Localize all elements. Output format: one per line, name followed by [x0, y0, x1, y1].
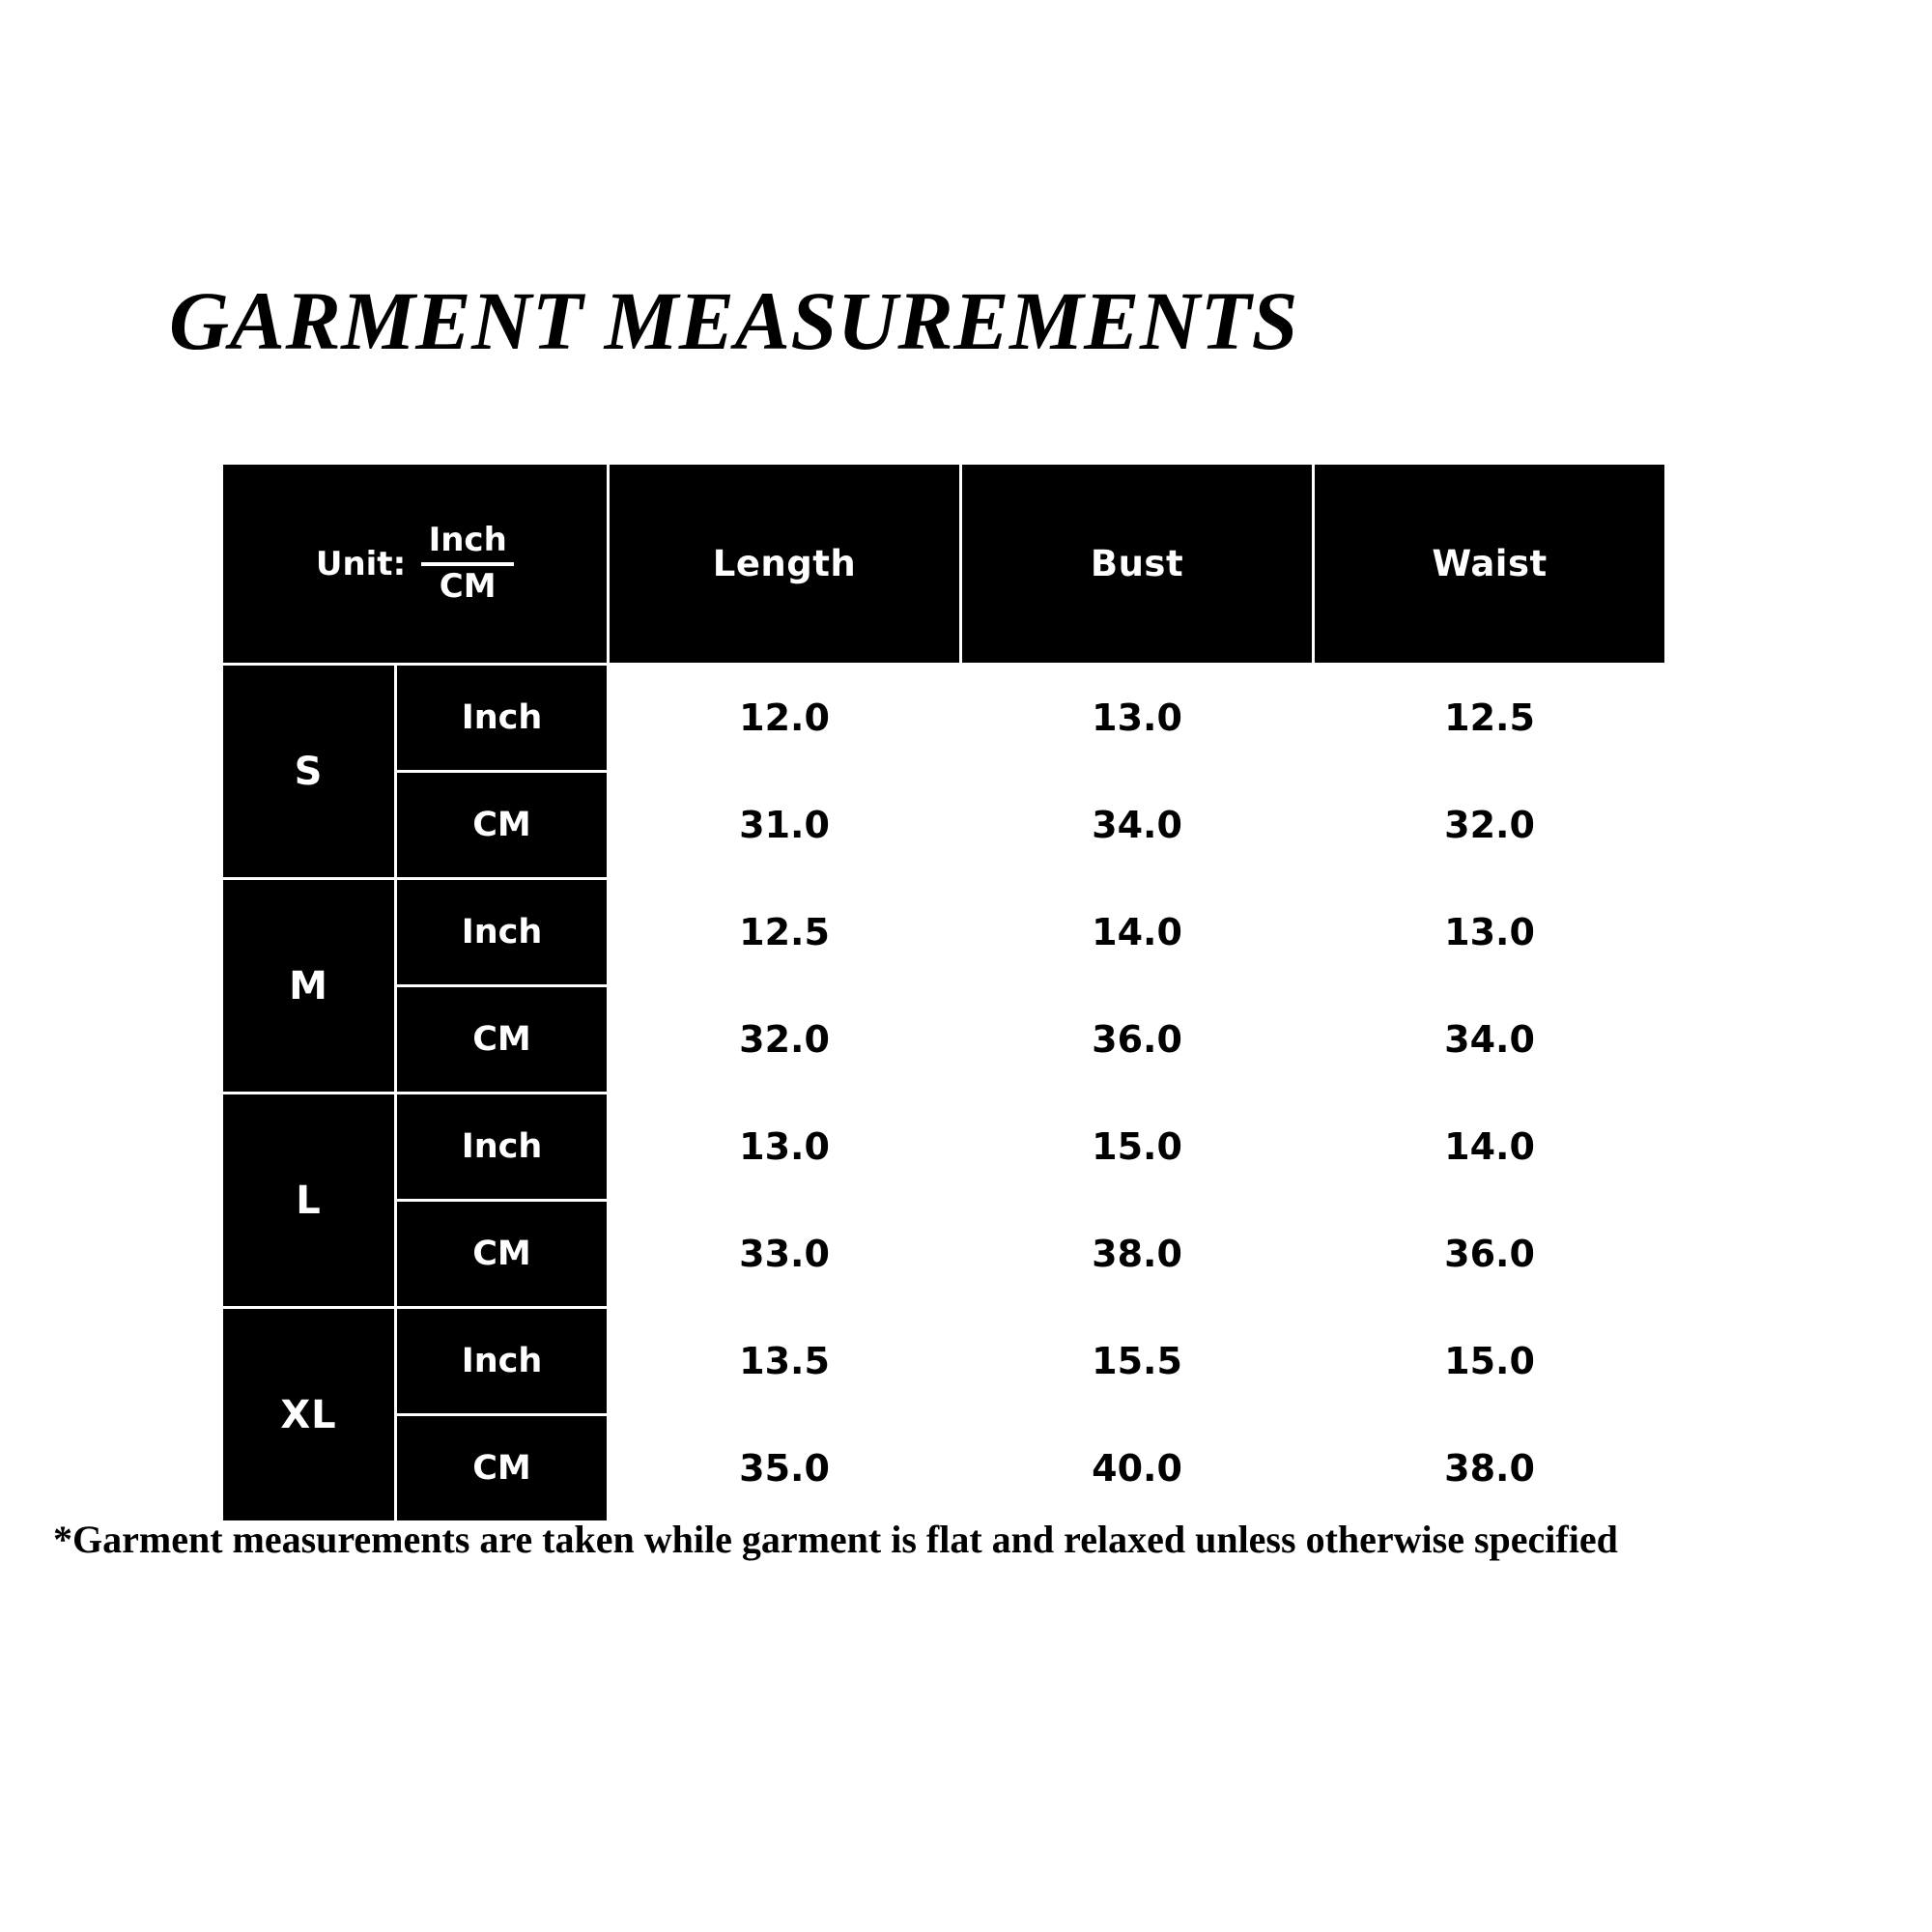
table-row	[222, 986, 1666, 1094]
row-unit-label: CM	[396, 772, 609, 879]
column-header-bust: Bust	[961, 464, 1314, 665]
table-row	[222, 665, 1666, 772]
footnote-text: *Garment measurements are taken while garment is flat and relaxed unless otherwise specified	[53, 1518, 1618, 1561]
cell-m-cm-bust: 36.0	[961, 986, 1314, 1094]
size-label-s: S	[222, 665, 396, 879]
table-row	[222, 1094, 1666, 1201]
measurements-table	[220, 462, 1667, 1523]
cell-m-cm-length: 32.0	[609, 986, 961, 1094]
cell-xl-inch-bust: 15.5	[961, 1308, 1314, 1415]
row-unit-label: Inch	[396, 1308, 609, 1415]
cell-xl-cm-waist: 38.0	[1314, 1415, 1666, 1522]
table-row	[222, 1415, 1666, 1522]
cell-l-inch-bust: 15.0	[961, 1094, 1314, 1201]
cell-l-inch-waist: 14.0	[1314, 1094, 1666, 1201]
cell-l-cm-length: 33.0	[609, 1201, 961, 1308]
cell-l-cm-waist: 36.0	[1314, 1201, 1666, 1308]
cell-xl-cm-bust: 40.0	[961, 1415, 1314, 1522]
table-row	[222, 1308, 1666, 1415]
column-header-length: Length	[609, 464, 961, 665]
row-unit-label: Inch	[396, 665, 609, 772]
cell-xl-inch-waist: 15.0	[1314, 1308, 1666, 1415]
cell-s-inch-waist: 12.5	[1314, 665, 1666, 772]
cell-m-inch-waist: 13.0	[1314, 879, 1666, 986]
page-title: GARMENT MEASUREMENTS	[169, 274, 1298, 367]
unit-fraction-numerator: Inch	[428, 520, 507, 559]
measurements-table-container	[220, 462, 1664, 1523]
cell-l-inch-length: 13.0	[609, 1094, 961, 1201]
table-header-row	[222, 464, 1666, 665]
table-row	[222, 1201, 1666, 1308]
unit-fraction	[421, 520, 514, 606]
cell-s-cm-length: 31.0	[609, 772, 961, 879]
row-unit-label: CM	[396, 1415, 609, 1522]
cell-m-inch-length: 12.5	[609, 879, 961, 986]
cell-m-cm-waist: 34.0	[1314, 986, 1666, 1094]
cell-xl-inch-length: 13.5	[609, 1308, 961, 1415]
row-unit-label: CM	[396, 986, 609, 1094]
table-row	[222, 879, 1666, 986]
table-row	[222, 772, 1666, 879]
unit-fraction-denominator: CM	[439, 566, 497, 606]
size-label-xl: XL	[222, 1308, 396, 1522]
row-unit-label: Inch	[396, 879, 609, 986]
cell-l-cm-bust: 38.0	[961, 1201, 1314, 1308]
cell-s-cm-bust: 34.0	[961, 772, 1314, 879]
cell-m-inch-bust: 14.0	[961, 879, 1314, 986]
column-header-waist: Waist	[1314, 464, 1666, 665]
cell-s-cm-waist: 32.0	[1314, 772, 1666, 879]
row-unit-label: CM	[396, 1201, 609, 1308]
size-label-l: L	[222, 1094, 396, 1308]
cell-s-inch-bust: 13.0	[961, 665, 1314, 772]
size-label-m: M	[222, 879, 396, 1094]
unit-header-label: Unit:	[315, 544, 407, 583]
cell-xl-cm-length: 35.0	[609, 1415, 961, 1522]
row-unit-label: Inch	[396, 1094, 609, 1201]
unit-header-cell	[222, 464, 609, 665]
cell-s-inch-length: 12.0	[609, 665, 961, 772]
